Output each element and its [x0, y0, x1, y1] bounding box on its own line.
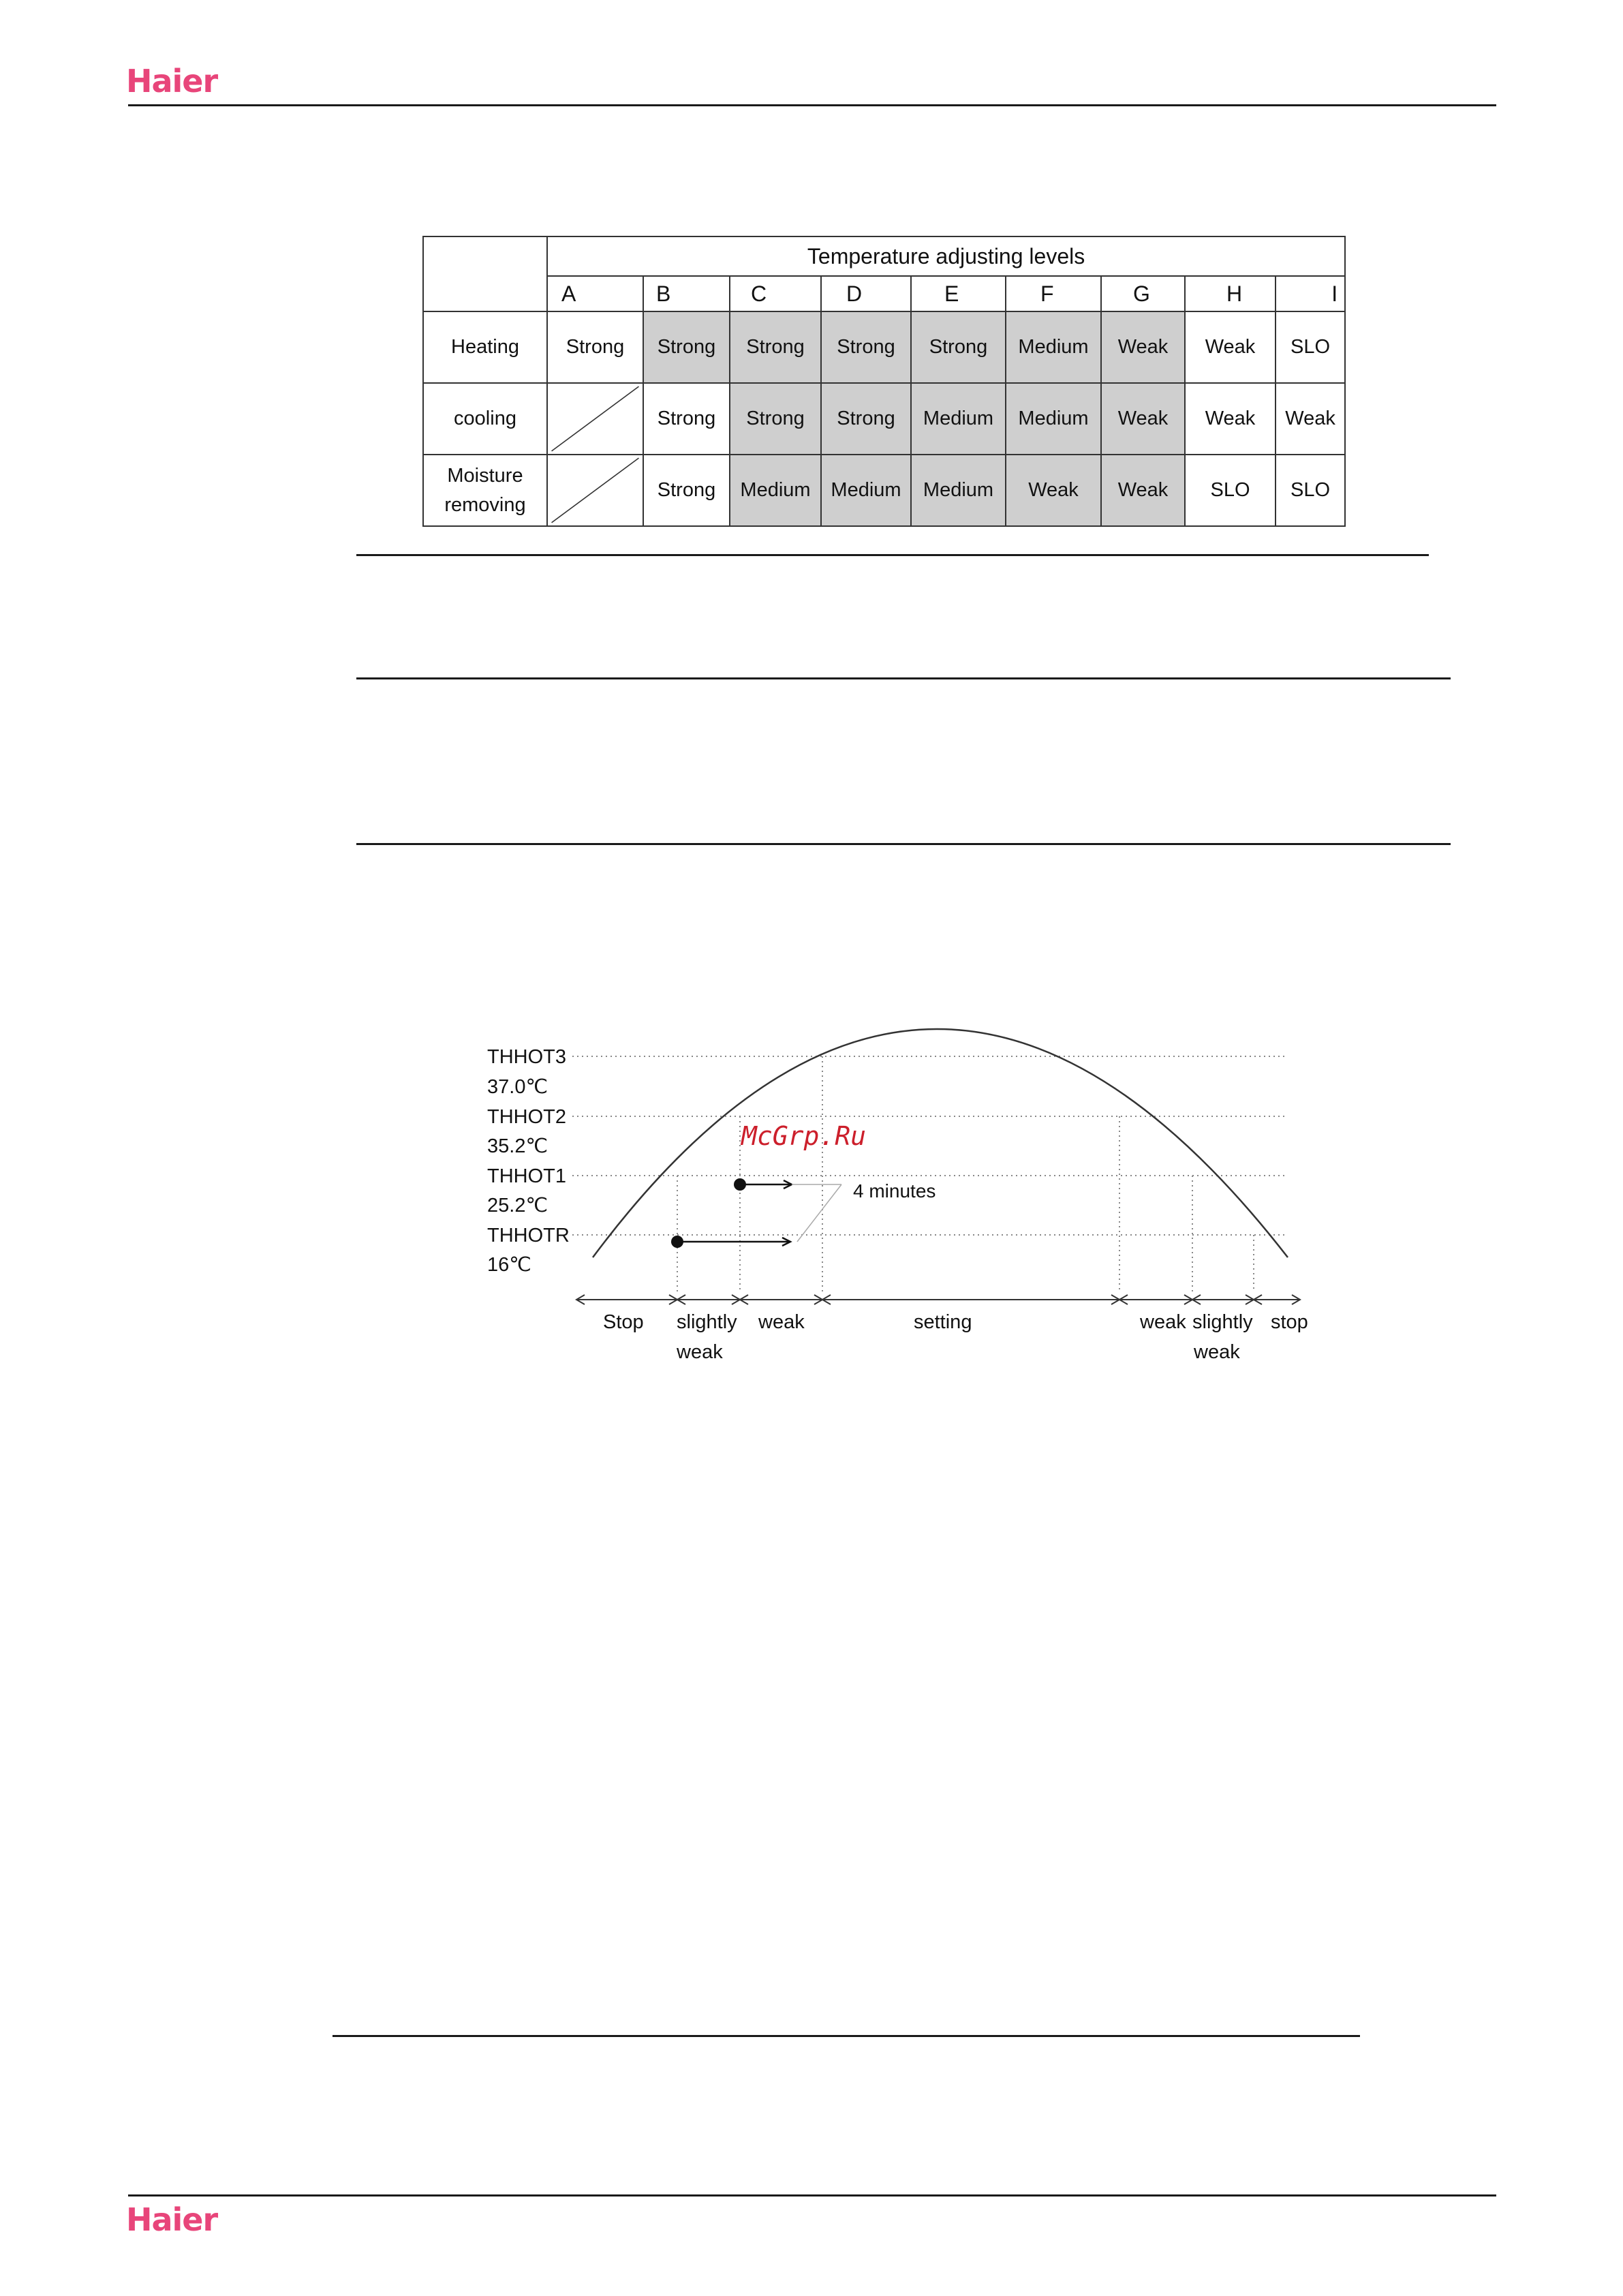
header-rule: [128, 104, 1496, 106]
level-value: 37.0℃: [487, 1076, 548, 1098]
zone-label-slightly-weak: weak: [677, 1341, 723, 1363]
table-cell: Medium: [1006, 383, 1101, 455]
level-label: THHOTR: [487, 1225, 570, 1246]
table-row-moisture-removing: [423, 455, 1345, 526]
row-label-line: Moisture: [447, 465, 523, 487]
separator-rule: [333, 2035, 1360, 2037]
table-cell: Strong: [643, 455, 730, 526]
footer-rule: [128, 2194, 1496, 2196]
column-header: D: [821, 276, 911, 311]
table-cell: Medium: [911, 455, 1006, 526]
diagonal-slash-icon: [548, 455, 643, 525]
not-applicable-cell: [547, 383, 643, 455]
table-cell: Strong: [821, 383, 911, 455]
column-header: A: [547, 276, 643, 311]
table-cell: Weak: [1185, 311, 1276, 383]
row-label-line: removing: [444, 493, 526, 516]
table-cell: Strong: [821, 311, 911, 383]
table-cell: Weak: [1101, 311, 1185, 383]
column-header: E: [911, 276, 1006, 311]
separator-rule: [356, 554, 1429, 556]
table-cell: SLO: [1276, 455, 1345, 526]
level-label: THHOT2: [487, 1106, 566, 1128]
table-cell: Weak: [1101, 455, 1185, 526]
zone-label-slightly-weak: weak: [1194, 1341, 1240, 1363]
table-cell: SLO: [1276, 311, 1345, 383]
temperature-curve: [593, 1029, 1288, 1257]
zone-label-weak: weak: [758, 1311, 805, 1333]
column-header: H: [1185, 276, 1276, 311]
row-label: cooling: [423, 383, 547, 455]
table-corner-cell: [423, 236, 547, 311]
diagonal-slash-icon: [548, 384, 643, 454]
annotation-4-minutes: 4 minutes: [853, 1180, 936, 1201]
table-cell: Medium: [1006, 311, 1101, 383]
table-row-heating: [423, 311, 1345, 383]
row-label: [423, 455, 547, 526]
table-cell: Weak: [1101, 383, 1185, 455]
zone-label-setting: setting: [914, 1311, 972, 1333]
column-header: I: [1276, 276, 1345, 311]
table-cell: Strong: [547, 311, 643, 383]
table-cell: Strong: [643, 311, 730, 383]
table-cell: SLO: [1185, 455, 1276, 526]
zone-label-slightly-weak: slightly: [1192, 1311, 1253, 1333]
temperature-zone-diagram: [436, 1015, 1349, 1370]
column-header: C: [730, 276, 821, 311]
zone-label-stop: stop: [1271, 1311, 1308, 1333]
zone-label-weak: weak: [1140, 1311, 1186, 1333]
table-cell: Weak: [1185, 383, 1276, 455]
level-label: THHOT3: [487, 1046, 566, 1068]
table-row-cooling: [423, 383, 1345, 455]
temperature-levels-table: [422, 236, 1346, 527]
separator-rule: [356, 677, 1451, 679]
watermark: McGrp.Ru: [741, 1121, 867, 1151]
header-logo: Haier: [126, 63, 218, 100]
table-cell: Strong: [730, 311, 821, 383]
zone-label-slightly-weak: slightly: [677, 1311, 737, 1333]
level-value: 35.2℃: [487, 1135, 548, 1157]
column-header: F: [1006, 276, 1101, 311]
table-cell: Strong: [911, 311, 1006, 383]
table-cell: Strong: [730, 383, 821, 455]
table-cell: Weak: [1006, 455, 1101, 526]
bracket-line: [797, 1184, 841, 1242]
table-cell: Weak: [1276, 383, 1345, 455]
table-cell: Medium: [911, 383, 1006, 455]
table-cell: Medium: [821, 455, 911, 526]
separator-rule: [356, 843, 1451, 845]
level-label: THHOT1: [487, 1165, 566, 1187]
zone-label-stop: Stop: [603, 1311, 644, 1333]
row-label: Heating: [423, 311, 547, 383]
level-value: 16℃: [487, 1254, 531, 1276]
column-header: G: [1101, 276, 1185, 311]
footer-logo: Haier: [126, 2201, 218, 2238]
table-title: Temperature adjusting levels: [547, 236, 1345, 276]
level-value: 25.2℃: [487, 1195, 548, 1216]
table-cell: Medium: [730, 455, 821, 526]
table-cell: Strong: [643, 383, 730, 455]
not-applicable-cell: [547, 455, 643, 526]
column-header: B: [643, 276, 730, 311]
